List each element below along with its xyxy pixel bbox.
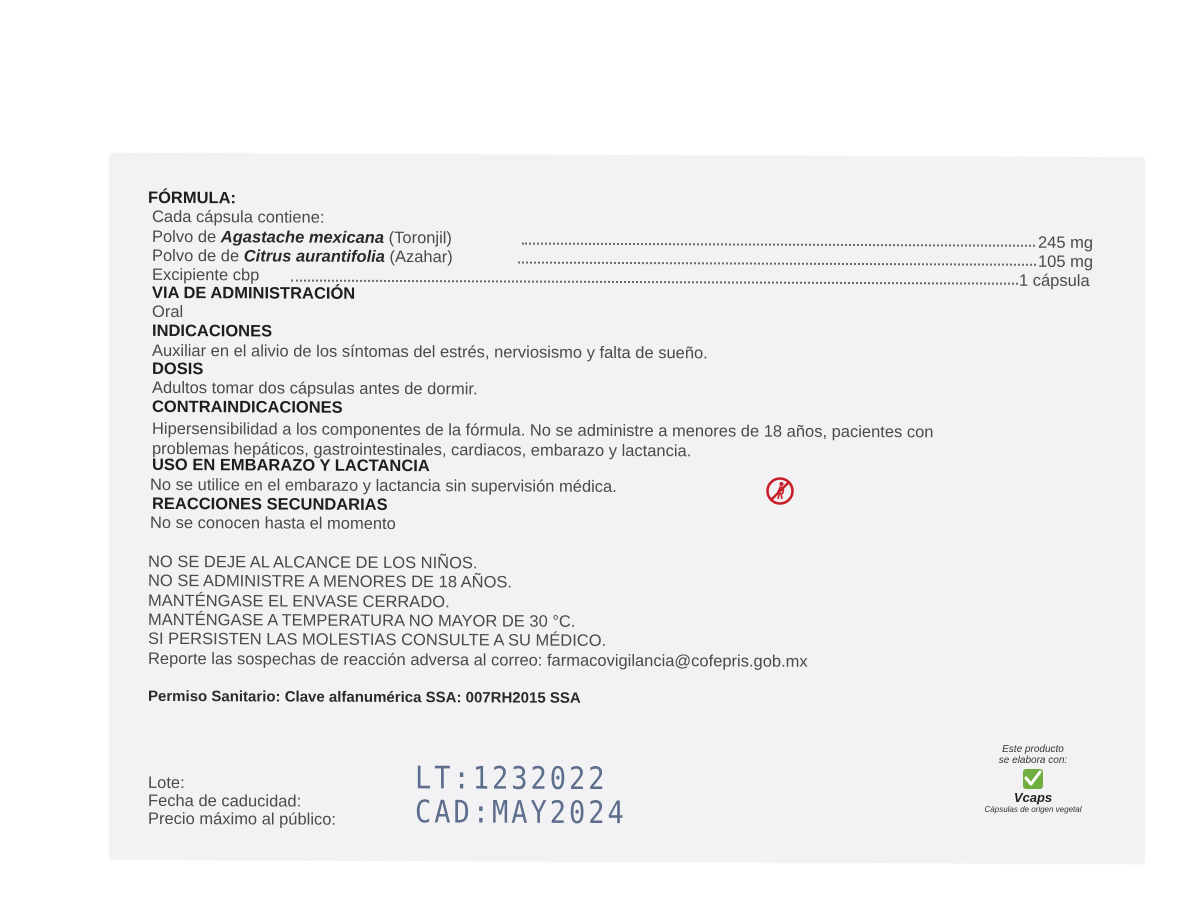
contraindicaciones-text-1: Hipersensibilidad a los componentes de la fórmula. No se administre a menores de 18 años, pacientes con [152, 419, 934, 442]
formula-line-2-value: 105 mg [1038, 252, 1094, 272]
formula-intro: Cada cápsula contiene: [152, 207, 325, 227]
vcaps-line-1: Este producto [1002, 744, 1064, 755]
caducidad-stamp: CAD:MAY2024 [415, 794, 627, 832]
dosis-heading: DOSIS [152, 359, 204, 379]
caducidad-label: Fecha de caducidad: [148, 791, 302, 811]
reacciones-text: No se conocen hasta el momento [150, 513, 396, 533]
vcaps-tagline: Cápsulas de origen vegetal [984, 805, 1082, 814]
formula-line-1-common: (Toronjil) [384, 228, 452, 248]
via-text: Oral [152, 302, 184, 322]
indicaciones-heading: INDICACIONES [152, 321, 273, 341]
contraindicaciones-heading: CONTRAINDICACIONES [152, 397, 343, 417]
vcaps-logo [958, 744, 1108, 815]
formula-line-1 [152, 227, 452, 248]
dosis-text: Adultos tomar dos cápsulas antes de dormir. [152, 378, 478, 399]
warning-line: MANTÉNGASE A TEMPERATURA NO MAYOR DE 30 °C. [148, 610, 576, 631]
embarazo-text: No se utilice en el embarazo y lactancia sin supervisión médica. [150, 475, 617, 496]
warning-line: NO SE ADMINISTRE A MENORES DE 18 AÑOS. [148, 571, 513, 592]
permiso-sanitario: Permiso Sanitario: Clave alfanumérica SSA: 007RH2015 SSA [148, 687, 581, 707]
formula-line-2-prefix: Polvo de de [152, 246, 244, 266]
dot-leader [522, 229, 1035, 247]
formula-line-2-common: (Azahar) [384, 247, 453, 267]
dot-leader [291, 266, 1018, 285]
formula-line-2-species: Citrus aurantifolia [243, 247, 385, 266]
dot-leader [518, 248, 1036, 266]
vcaps-line-2: se elabora con: [998, 755, 1068, 766]
warning-line: SI PERSISTEN LAS MOLESTIAS CONSULTE A SU MÉDICO. [148, 629, 607, 650]
reacciones-heading: REACCIONES SECUNDARIAS [152, 494, 388, 514]
embarazo-heading: USO EN EMBARAZO Y LACTANCIA [152, 455, 430, 476]
formula-line-3-label: Excipiente cbp [152, 265, 260, 285]
via-heading: VIA DE ADMINISTRACIÓN [152, 283, 356, 303]
formula-line-1-species: Agastache mexicana [220, 228, 385, 247]
indicaciones-text: Auxiliar en el alivio de los síntomas del estrés, nerviosismo y falta de sueño. [152, 341, 708, 363]
adverse-reaction-report: Reporte las sospechas de reacción adversa al correo: farmacovigilancia@cofepris.gob.mx [148, 649, 808, 671]
formula-line-1-prefix: Polvo de [152, 227, 221, 247]
lote-stamp: LT:1232022 [415, 760, 608, 798]
contraindicaciones-text-2: problemas hepáticos, gastrointestinales, cardiacos, embarazo y lactancia. [152, 439, 692, 461]
formula-heading: FÓRMULA: [148, 188, 236, 208]
formula-line-1-value: 245 mg [1038, 233, 1094, 253]
vcaps-check-icon [1022, 768, 1044, 790]
vcaps-brand: Vcaps [1013, 790, 1053, 805]
warning-line: NO SE DEJE AL ALCANCE DE LOS NIÑOS. [148, 552, 478, 573]
precio-label: Precio máximo al público: [148, 809, 336, 829]
formula-line-2 [152, 246, 453, 267]
no-pregnancy-icon [765, 476, 795, 511]
warning-line: MANTÉNGASE EL ENVASE CERRADO. [148, 591, 450, 612]
formula-line-3-value: 1 cápsula [1019, 271, 1090, 291]
lote-label: Lote: [148, 773, 185, 793]
